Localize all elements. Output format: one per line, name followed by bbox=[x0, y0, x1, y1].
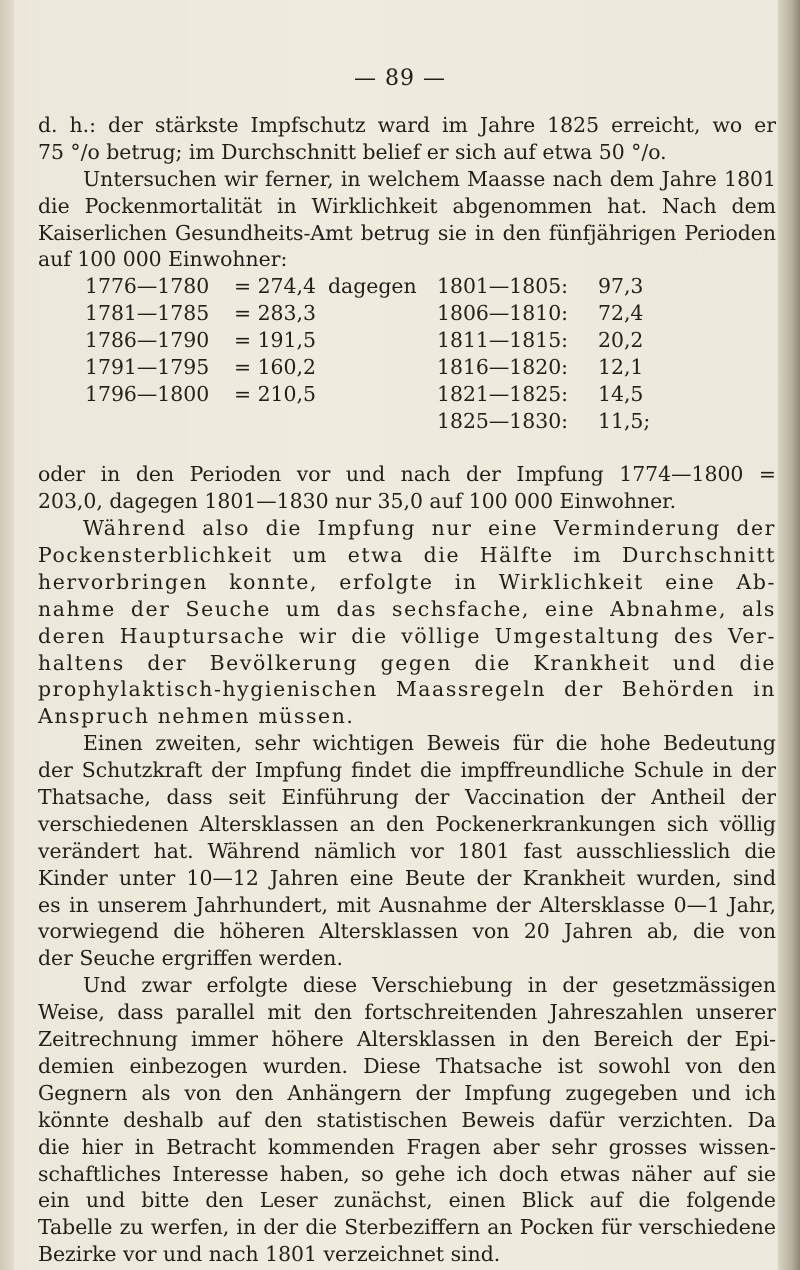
body-text bbox=[38, 112, 776, 1268]
text-line: Pockensterblichkeit um etwa die Hälfte im Durchschnitt bbox=[38, 543, 776, 568]
page-right-edge bbox=[778, 0, 800, 1270]
text-line: ein und bitte den Leser zunächst, einen Blick auf die folgende bbox=[38, 1188, 776, 1213]
text-line: prophylaktisch-hygienischen Maassregeln der Behörden in bbox=[38, 677, 776, 702]
before-value: = 160,2 bbox=[234, 355, 316, 380]
text-line: die Pockenmortalität in Wirklichkeit abgenommen hat. Nach dem bbox=[38, 193, 776, 218]
page-number: — 89 — bbox=[354, 66, 446, 91]
text-line: verschiedenen Altersklassen an den Pockenerkrankungen sich völlig bbox=[38, 811, 776, 836]
after-value: 12,1 bbox=[598, 355, 644, 380]
text-line: Einen zweiten, sehr wichtigen Beweis für die hohe Bedeutung bbox=[83, 731, 776, 756]
after-period: 1816—1820: bbox=[437, 355, 569, 380]
before-period: 1786—1790 bbox=[85, 328, 210, 353]
after-period: 1806—1810: bbox=[437, 301, 569, 326]
after-period: 1825—1830: bbox=[437, 409, 569, 434]
text-line: hervorbringen konnte, erfolgte in Wirklichkeit eine Ab- bbox=[38, 569, 776, 594]
text-line: haltens der Bevölkerung gegen die Krankheit und die bbox=[38, 650, 776, 675]
before-value: = 283,3 bbox=[234, 301, 316, 326]
mortality-table bbox=[38, 273, 776, 461]
text-line: die hier in Betracht kommenden Fragen aber sehr grosses wissen- bbox=[38, 1134, 776, 1159]
before-value: = 274,4 bbox=[234, 274, 316, 299]
text-line: demien einbezogen wurden. Diese Thatsache ist sowohl von den bbox=[38, 1053, 776, 1078]
text-line: der Schutzkraft der Impfung findet die impffreundliche Schule in der bbox=[38, 758, 776, 783]
text-line: deren Hauptursache wir die völlige Umgestaltung des Ver- bbox=[38, 623, 776, 648]
page-left-edge bbox=[0, 0, 14, 1270]
after-value: 72,4 bbox=[598, 301, 644, 326]
text-line: Tabelle zu werfen, in der die Sterbeziffern an Pocken für verschiedene bbox=[38, 1215, 776, 1240]
text-line: Kaiserlichen Gesundheits-Amt betrug sie in den fünfjährigen Perioden bbox=[38, 220, 776, 245]
text-line: Und zwar erfolgte diese Verschiebung in der gesetzmässigen bbox=[83, 973, 776, 998]
text-line: der Seuche ergriffen werden. bbox=[38, 946, 343, 971]
before-period: 1781—1785 bbox=[85, 301, 210, 326]
text-line: Zeitrechnung immer höhere Altersklassen in den Bereich der Epi- bbox=[38, 1027, 776, 1052]
before-period: 1776—1780 bbox=[85, 274, 210, 299]
before-period: 1796—1800 bbox=[85, 382, 210, 407]
text-line: es in unserem Jahrhundert, mit Ausnahme der Altersklasse 0—1 Jahr, bbox=[38, 892, 776, 917]
after-period: 1801—1805: bbox=[437, 274, 569, 299]
after-period: 1821—1825: bbox=[437, 382, 569, 407]
text-line: 75 °/o betrug; im Durchschnitt belief er sich auf etwa 50 °/o. bbox=[38, 139, 667, 164]
text-line: Thatsache, dass seit Einführung der Vaccination der Antheil der bbox=[38, 785, 776, 810]
text-line: Anspruch nehmen müssen. bbox=[38, 704, 355, 729]
after-value: 11,5; bbox=[598, 409, 651, 434]
text-line: oder in den Perioden vor und nach der Impfung 1774—1800 = bbox=[38, 462, 776, 487]
before-value: = 191,5 bbox=[234, 328, 316, 353]
dagegen-label: dagegen bbox=[328, 274, 417, 299]
text-line: Untersuchen wir ferner, in welchem Maasse nach dem Jahre 1801 bbox=[83, 166, 776, 191]
text-line: Gegnern als von den Anhängern der Impfung zugegeben und ich bbox=[38, 1080, 776, 1105]
text-line: 203,0, dagegen 1801—1830 nur 35,0 auf 100 000 Einwohner. bbox=[38, 489, 677, 514]
text-line: nahme der Seuche um das sechsfache, eine Abnahme, als bbox=[38, 596, 776, 621]
text-line: verändert hat. Während nämlich vor 1801 fast ausschliesslich die bbox=[38, 838, 776, 863]
after-period: 1811—1815: bbox=[437, 328, 569, 353]
text-line: Während also die Impfung nur eine Verminderung der bbox=[83, 516, 776, 541]
before-value: = 210,5 bbox=[234, 382, 316, 407]
text-line: auf 100 000 Einwohner: bbox=[38, 247, 288, 272]
after-value: 97,3 bbox=[598, 274, 644, 299]
after-value: 14,5 bbox=[598, 382, 644, 407]
before-period: 1791—1795 bbox=[85, 355, 210, 380]
text-line: könnte deshalb auf den statistischen Beweis dafür verzichten. Da bbox=[38, 1107, 776, 1132]
text-line: Weise, dass parallel mit den fortschreitenden Jahreszahlen unserer bbox=[38, 1000, 776, 1025]
after-value: 20,2 bbox=[598, 328, 644, 353]
text-line: vorwiegend die höheren Altersklassen von 20 Jahren ab, die von bbox=[38, 919, 776, 944]
text-line: schaftliches Interesse haben, so gehe ich doch etwas näher auf sie bbox=[38, 1161, 776, 1186]
text-line: Bezirke vor und nach 1801 verzeichnet sind. bbox=[38, 1242, 501, 1267]
text-line: d. h.: der stärkste Impfschutz ward im Jahre 1825 erreicht, wo er bbox=[38, 113, 776, 137]
text-line: Kinder unter 10—12 Jahren eine Beute der Krankheit wurden, sind bbox=[38, 865, 776, 890]
